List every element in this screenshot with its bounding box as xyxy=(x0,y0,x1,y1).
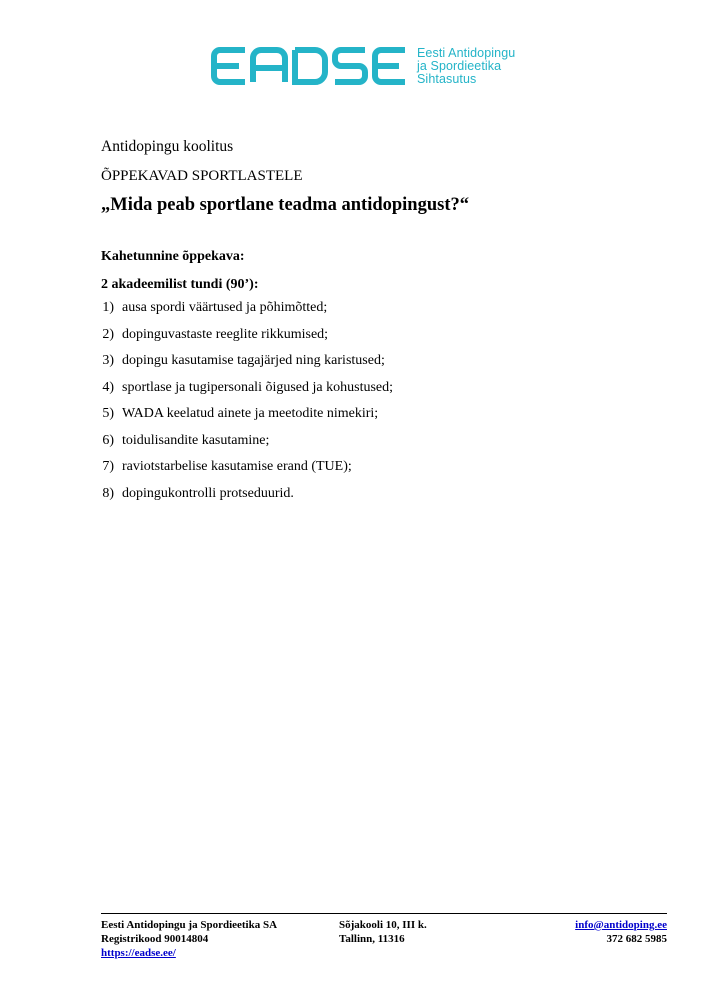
list-item-text: ausa spordi väärtused ja põhimõtted; xyxy=(122,300,328,315)
list-item xyxy=(101,326,661,344)
topic-list xyxy=(101,299,661,503)
section-subtitle: 2 akadeemilist tundi (90’): xyxy=(101,277,259,292)
footer-email-link[interactable]: info@antidoping.ee xyxy=(575,919,667,931)
page-footer xyxy=(101,913,667,964)
section-title: Kahetunnine õppekava: xyxy=(101,249,245,264)
list-item xyxy=(101,299,661,317)
list-item xyxy=(101,432,661,450)
list-item-text: dopingu kasutamise tagajärjed ning karistused; xyxy=(122,353,385,368)
footer-reg-code: Registrikood 90014804 xyxy=(101,933,209,945)
list-item-text: dopingukontrolli protseduurid. xyxy=(122,485,294,501)
list-item-number: 1) xyxy=(102,300,114,315)
list-item-text: dopinguvastaste reeglite rikkumised; xyxy=(122,326,329,342)
list-item-number: 8) xyxy=(102,485,114,501)
document-subtitle: ÕPPEKAVAD SPORTLASTELE xyxy=(101,168,303,184)
list-item-text: WADA keelatud ainete ja meetodite nimekiri; xyxy=(122,406,379,421)
list-item xyxy=(101,485,661,503)
footer-org-name: Eesti Antidopingu ja Spordieetika SA xyxy=(101,919,278,931)
org-name-line3: Sihtasutus xyxy=(417,71,477,86)
list-item xyxy=(101,379,661,397)
list-item-number: 2) xyxy=(102,326,114,342)
footer-phone: 372 682 5985 xyxy=(606,933,667,945)
list-item-number: 5) xyxy=(102,406,114,421)
list-item-text: toidulisandite kasutamine; xyxy=(122,432,270,448)
list-item xyxy=(101,458,661,476)
list-item-number: 3) xyxy=(102,353,114,368)
list-item-text: sportlase ja tugipersonali õigused ja kohustused; xyxy=(122,379,394,395)
header-logo xyxy=(211,44,541,88)
list-item xyxy=(101,405,661,423)
org-name-line1: Eesti Antidopingu xyxy=(417,45,516,60)
footer-address-city: Tallinn, 11316 xyxy=(339,933,405,945)
list-item-number: 4) xyxy=(102,379,114,395)
footer-website-link[interactable]: https://eadse.ee/ xyxy=(101,947,176,959)
list-item-text: raviotstarbelise kasutamise erand (TUE); xyxy=(122,459,352,474)
list-item-number: 6) xyxy=(102,432,114,448)
footer-org-column xyxy=(101,918,277,960)
document-kicker: Antidopingu koolitus xyxy=(101,138,234,155)
footer-contact-column xyxy=(575,918,667,946)
org-name-block xyxy=(417,47,515,86)
footer-address-column xyxy=(339,918,427,946)
org-name-line2: ja Spordieetika xyxy=(417,58,502,73)
document-title: „Mida peab sportlane teadma antidopingust?“ xyxy=(101,195,469,215)
list-item xyxy=(101,352,661,370)
eadse-logo-icon xyxy=(211,46,407,86)
document-body xyxy=(101,137,661,511)
footer-address-street: Sõjakooli 10, III k. xyxy=(339,919,427,931)
list-item-number: 7) xyxy=(102,459,114,474)
